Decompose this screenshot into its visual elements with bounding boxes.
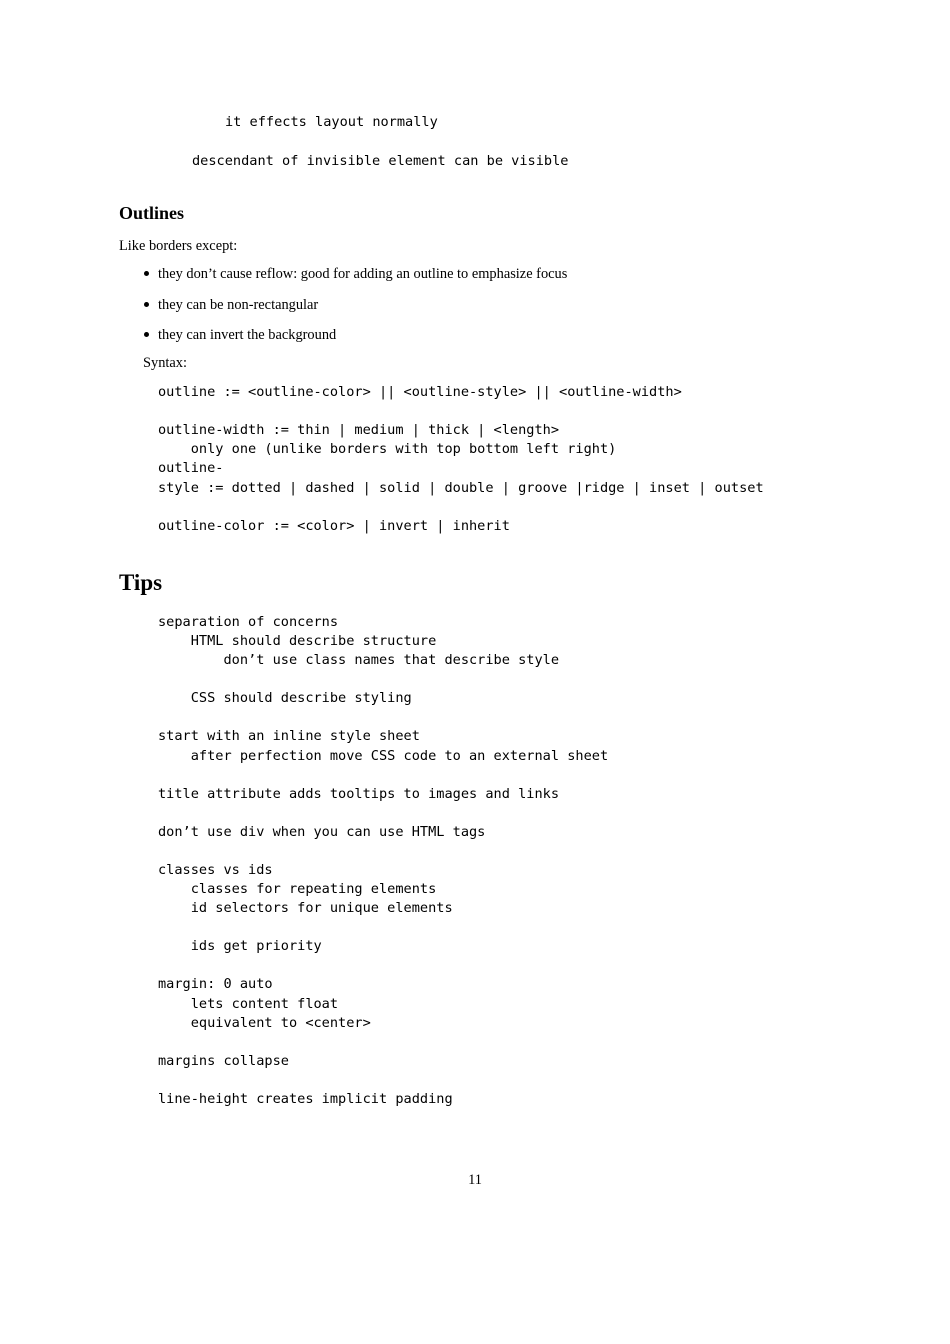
code-line: don’t use div when you can use HTML tags [158, 824, 486, 840]
code-line: title attribute adds tooltips to images and links [158, 786, 560, 802]
code-line: start with an inline style sheet [158, 728, 420, 744]
page-number: 11 [468, 1172, 482, 1188]
code-line: HTML should describe structure [158, 633, 437, 649]
code-line-effects-layout: it effects layout normally [225, 114, 438, 130]
code-line: ids get priority [158, 938, 322, 954]
code-line: lets content float [158, 996, 339, 1012]
code-line: CSS should describe styling [158, 690, 412, 706]
code-line: id selectors for unique elements [158, 900, 453, 916]
outlines-heading: Outlines [119, 203, 185, 223]
code-line: don’t use class names that describe style [158, 652, 560, 668]
code-line: classes vs ids [158, 862, 273, 878]
code-line: margin: 0 auto [158, 976, 273, 992]
code-line-descendant-visible: descendant of invisible element can be visible [192, 153, 569, 169]
code-line: line-height creates implicit padding [158, 1091, 453, 1107]
bullet-dot [144, 332, 149, 337]
code-line: separation of concerns [158, 614, 339, 630]
bullet-dot [144, 271, 149, 276]
tips-heading: Tips [119, 570, 163, 595]
outlines-intro: Like borders except: [119, 238, 238, 254]
code-line: outline-color := <color> | invert | inherit [158, 518, 510, 534]
code-line: equivalent to <center> [158, 1015, 371, 1031]
code-line: outline- [158, 460, 224, 476]
code-line: classes for repeating elements [158, 881, 437, 897]
syntax-label: Syntax: [143, 355, 187, 371]
code-line: outline-width := thin | medium | thick | <length> [158, 422, 560, 438]
bullet-item: they can be non-rectangular [158, 297, 319, 313]
code-line: outline := <outline-color> || <outline-style> || <outline-width> [158, 384, 682, 400]
code-line: after perfection move CSS code to an external sheet [158, 748, 609, 764]
code-line: only one (unlike borders with top bottom left right) [158, 441, 617, 457]
bullet-item: they can invert the background [158, 327, 337, 343]
bullet-dot [144, 302, 149, 307]
bullet-item: they don’t cause reflow: good for adding an outline to emphasize focus [158, 266, 568, 282]
code-line: style := dotted | dashed | solid | double | groove |ridge | inset | outset [158, 480, 764, 496]
code-line: margins collapse [158, 1053, 289, 1069]
